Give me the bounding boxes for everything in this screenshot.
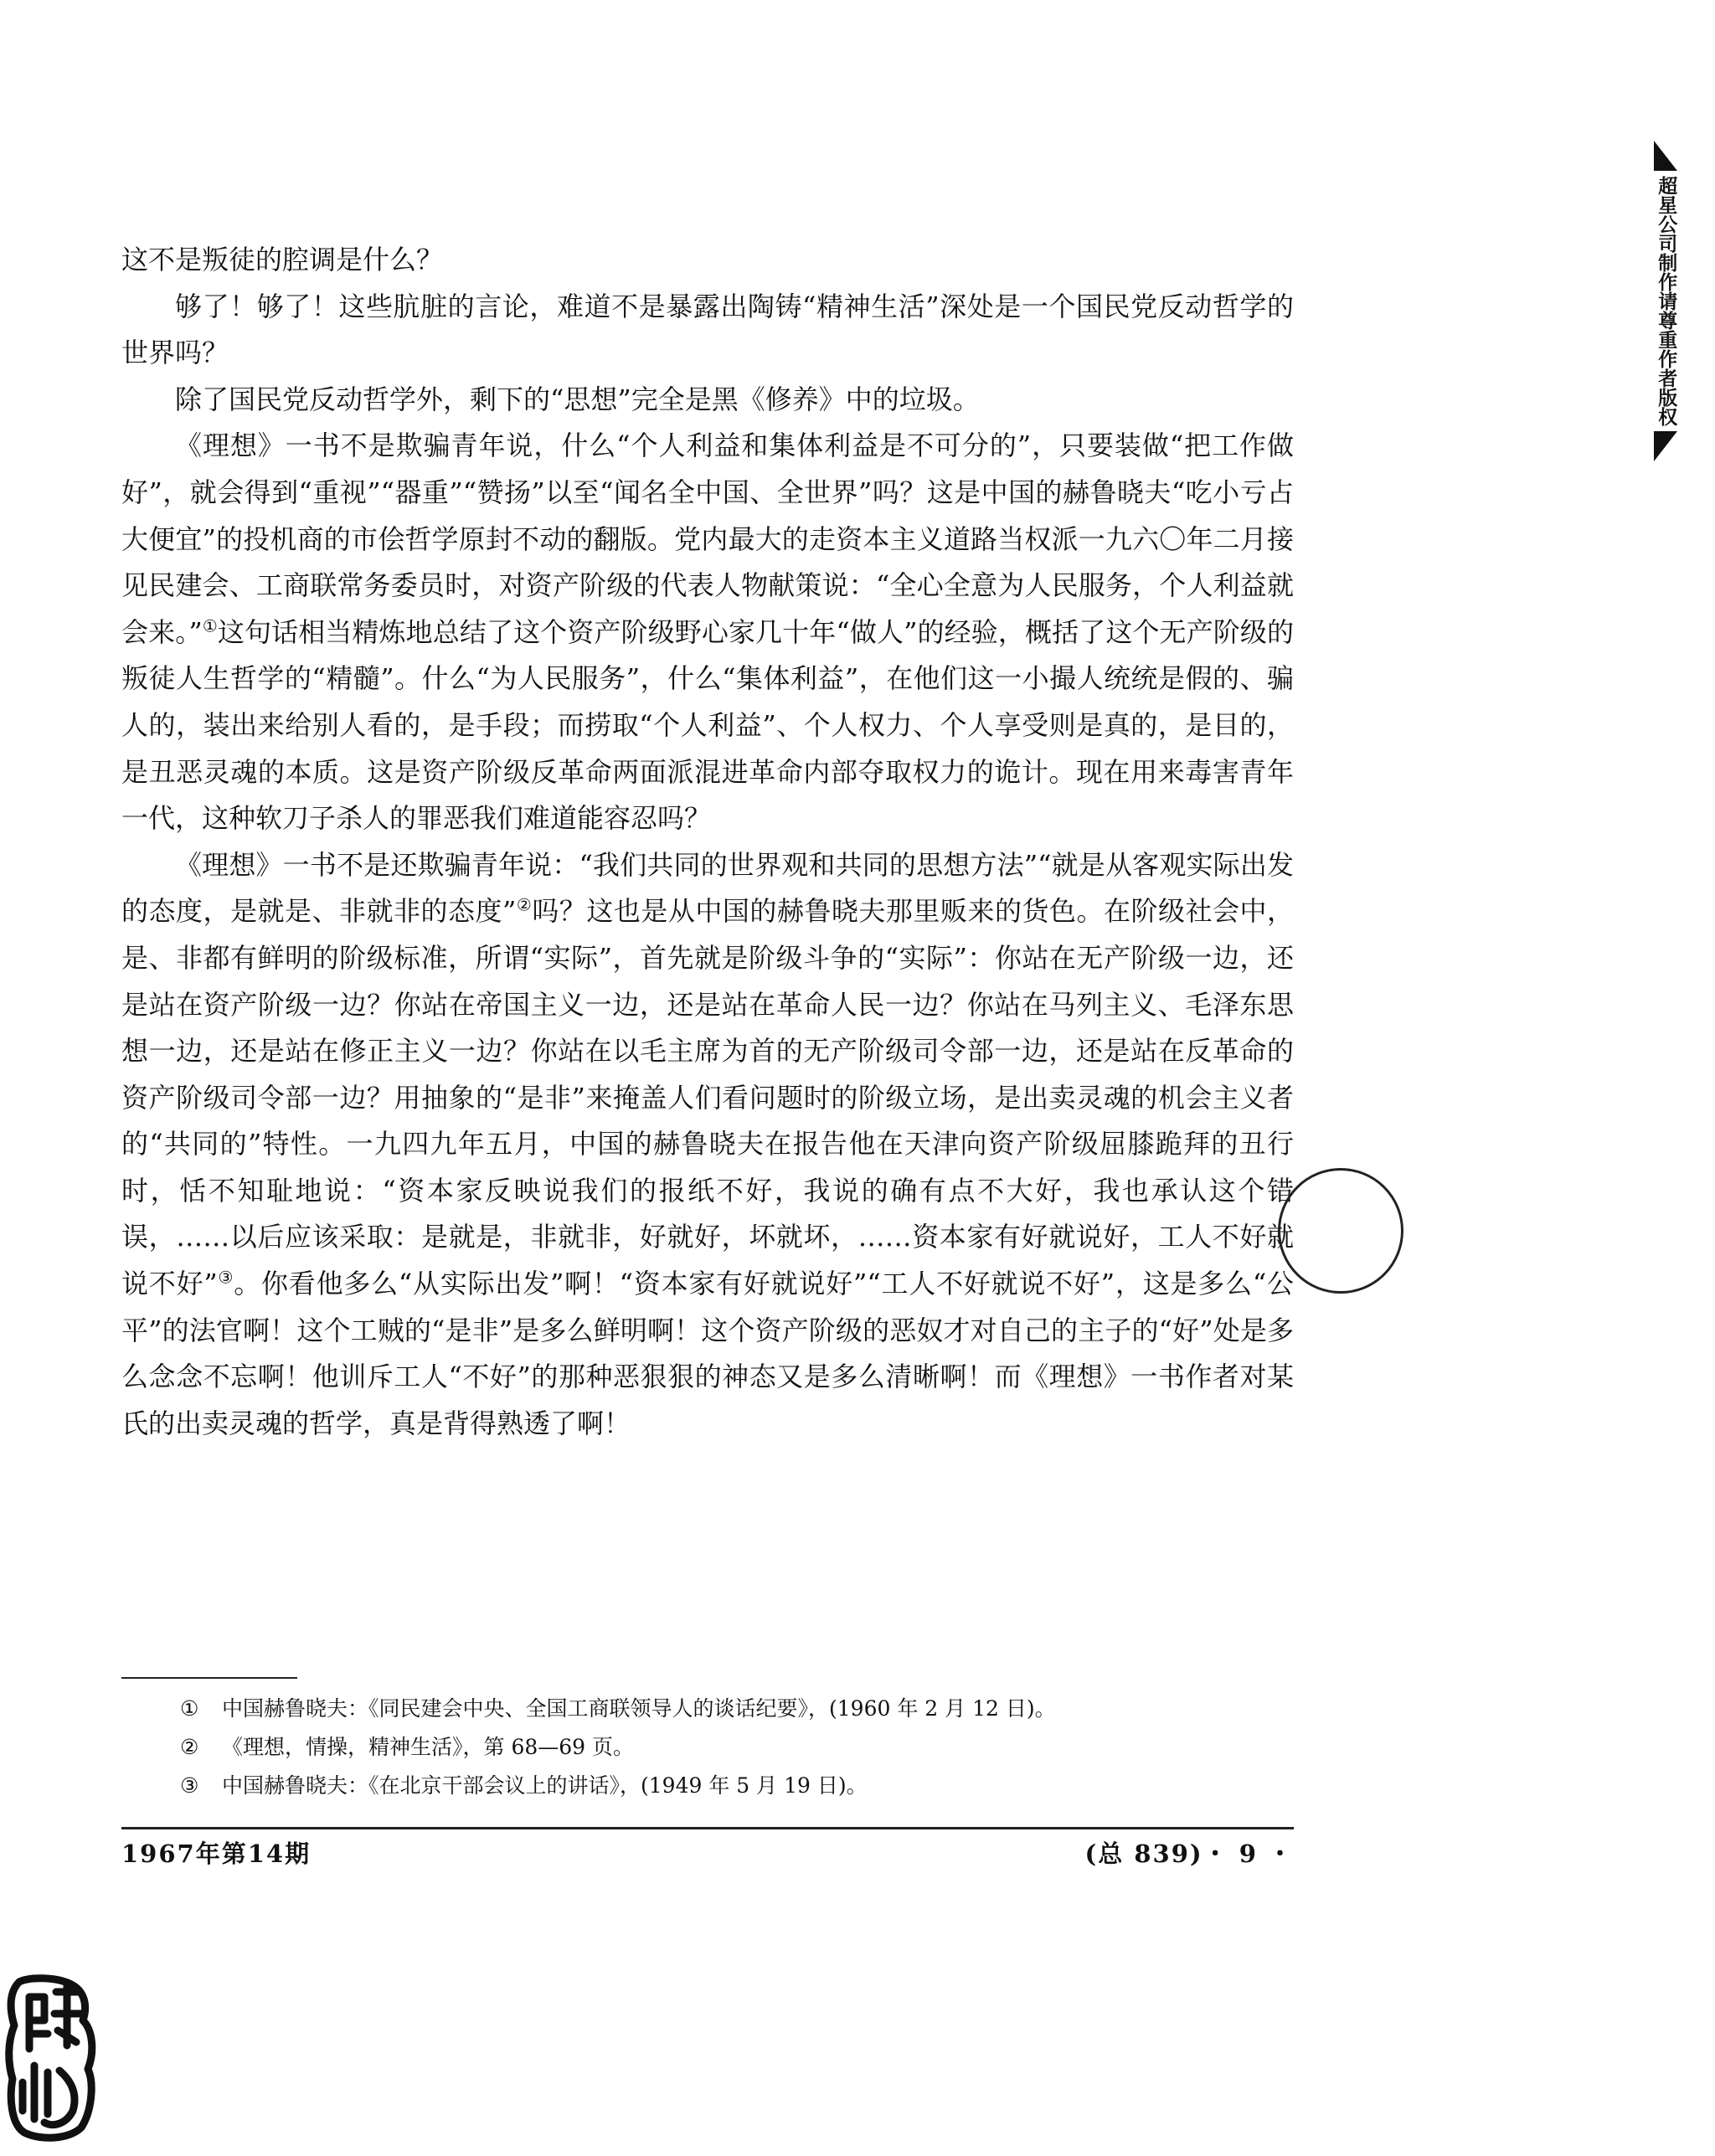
stamp-bar-icon xyxy=(1654,431,1677,461)
footnote-item xyxy=(180,1728,1294,1767)
footnote-item xyxy=(180,1690,1294,1728)
footnote-text: 中国赫鲁晓夫：《同民建会中央、全国工商联领导人的谈话纪要》，(1960 年 2 月 12 日)。 xyxy=(222,1696,1056,1721)
seal-stamp-icon xyxy=(4,1972,98,2143)
watermark-text: 超星公司制作请尊重作者版权 xyxy=(1655,176,1677,426)
paragraph-2: 够了！够了！这些肮脏的言论，难道不是暴露出陶铸“精神生活”深处是一个国民党反动哲学的世界吗？ xyxy=(121,290,1294,369)
footnotes xyxy=(180,1690,1294,1805)
footnote-ref-3[interactable]: ③ xyxy=(217,1267,234,1288)
watermark-stamp xyxy=(1651,141,1680,461)
footnote-item xyxy=(180,1767,1294,1805)
issue-label: 1967年第14期 xyxy=(121,1840,312,1868)
footnote-mark: ③ xyxy=(180,1773,199,1798)
body-text xyxy=(121,237,1294,1447)
paragraph-4: 《理想》一书不是欺骗青年说，什么“个人利益和集体利益是不可分的”，只要装做“把工作做好”，就会得到“重视”“器重”“赞扬”以至“闻名全中国、全世界”吗？这是中国的赫鲁晓夫“吃小亏占大便宜”的投机商的市侩哲学原封不动的翻版。党内最大的走资本主义道路当权派一九六〇年二月接见民建会、工商联常务委员时，对资产阶级的代表人物献策说：“全心全意为人民服务，个人利益就会来。”①这句话相当精炼地总结了这个资产阶级野心家几十年“做人”的经验，概括了这个无产阶级的叛徒人生哲学的“精髓”。什么“为人民服务”，什么“集体利益”，在他们这一小撮人统统是假的、骗人的，装出来给别人看的，是手段；而捞取“个人利益”、个人权力、个人享受则是真的，是目的，是丑恶灵魂的本质。这是资产阶级反革命两面派混进革命内部夺取权力的诡计。现在用来毒害青年一代，这种软刀子杀人的罪恶我们难道能容忍吗？ xyxy=(121,430,1294,835)
paragraph-1: 这不是叛徒的腔调是什么？ xyxy=(121,244,444,275)
circle-mark xyxy=(1278,1168,1403,1294)
footnote-mark: ② xyxy=(180,1735,199,1759)
footnote-text: 中国赫鲁晓夫：《在北京干部会议上的讲话》，(1949 年 5 月 19 日)。 xyxy=(222,1773,868,1798)
page-number: (总 839)・ 9 ・ xyxy=(1084,1840,1294,1868)
footnote-mark: ① xyxy=(180,1696,199,1721)
footnote-ref-2[interactable]: ② xyxy=(516,894,533,915)
footer-divider xyxy=(121,1827,1294,1829)
footnote-divider xyxy=(121,1677,297,1679)
stamp-bar-icon xyxy=(1654,141,1677,171)
footnote-ref-1[interactable]: ① xyxy=(202,615,218,636)
paragraph-5: 《理想》一书不是还欺骗青年说：“我们共同的世界观和共同的思想方法”“就是从客观实际出发的态度，是就是、非就非的态度”②吗？这也是从中国的赫鲁晓夫那里贩来的货色。在阶级社会中，是、非都有鲜明的阶级标准，所谓“实际”，首先就是阶级斗争的“实际”：你站在无产阶级一边，还是站在资产阶级一边？你站在帝国主义一边，还是站在革命人民一边？你站在马列主义、毛泽东思想一边，还是站在修正主义一边？你站在以毛主席为首的无产阶级司令部一边，还是站在反革命的资产阶级司令部一边？用抽象的“是非”来掩盖人们看问题时的阶级立场，是出卖灵魂的机会主义者的“共同的”特性。一九四九年五月，中国的赫鲁晓夫在报告他在天津向资产阶级屈膝跪拜的丑行时，恬不知耻地说：“资本家反映说我们的报纸不好，我说的确有点不大好，我也承认这个错误，……以后应该采取：是就是，非就非，好就好，坏就坏，……资本家有好就说好，工人不好就说不好”③。你看他多么“从实际出发”啊！“资本家有好就说好”“工人不好就说不好”，这是多么“公平”的法官啊！这个工贼的“是非”是多么鲜明啊！这个资产阶级的恶奴才对自己的主子的“好”处是多么念念不忘啊！他训斥工人“不好”的那种恶狠狠的神态又是多么清晰啊！而《理想》一书作者对某氏的出卖灵魂的哲学，真是背得熟透了啊！ xyxy=(121,848,1294,1439)
paragraph-3: 除了国民党反动哲学外，剩下的“思想”完全是黑《修养》中的垃圾。 xyxy=(175,383,980,415)
footnote-text: 《理想，情操，精神生活》，第 68—69 页。 xyxy=(222,1735,635,1759)
